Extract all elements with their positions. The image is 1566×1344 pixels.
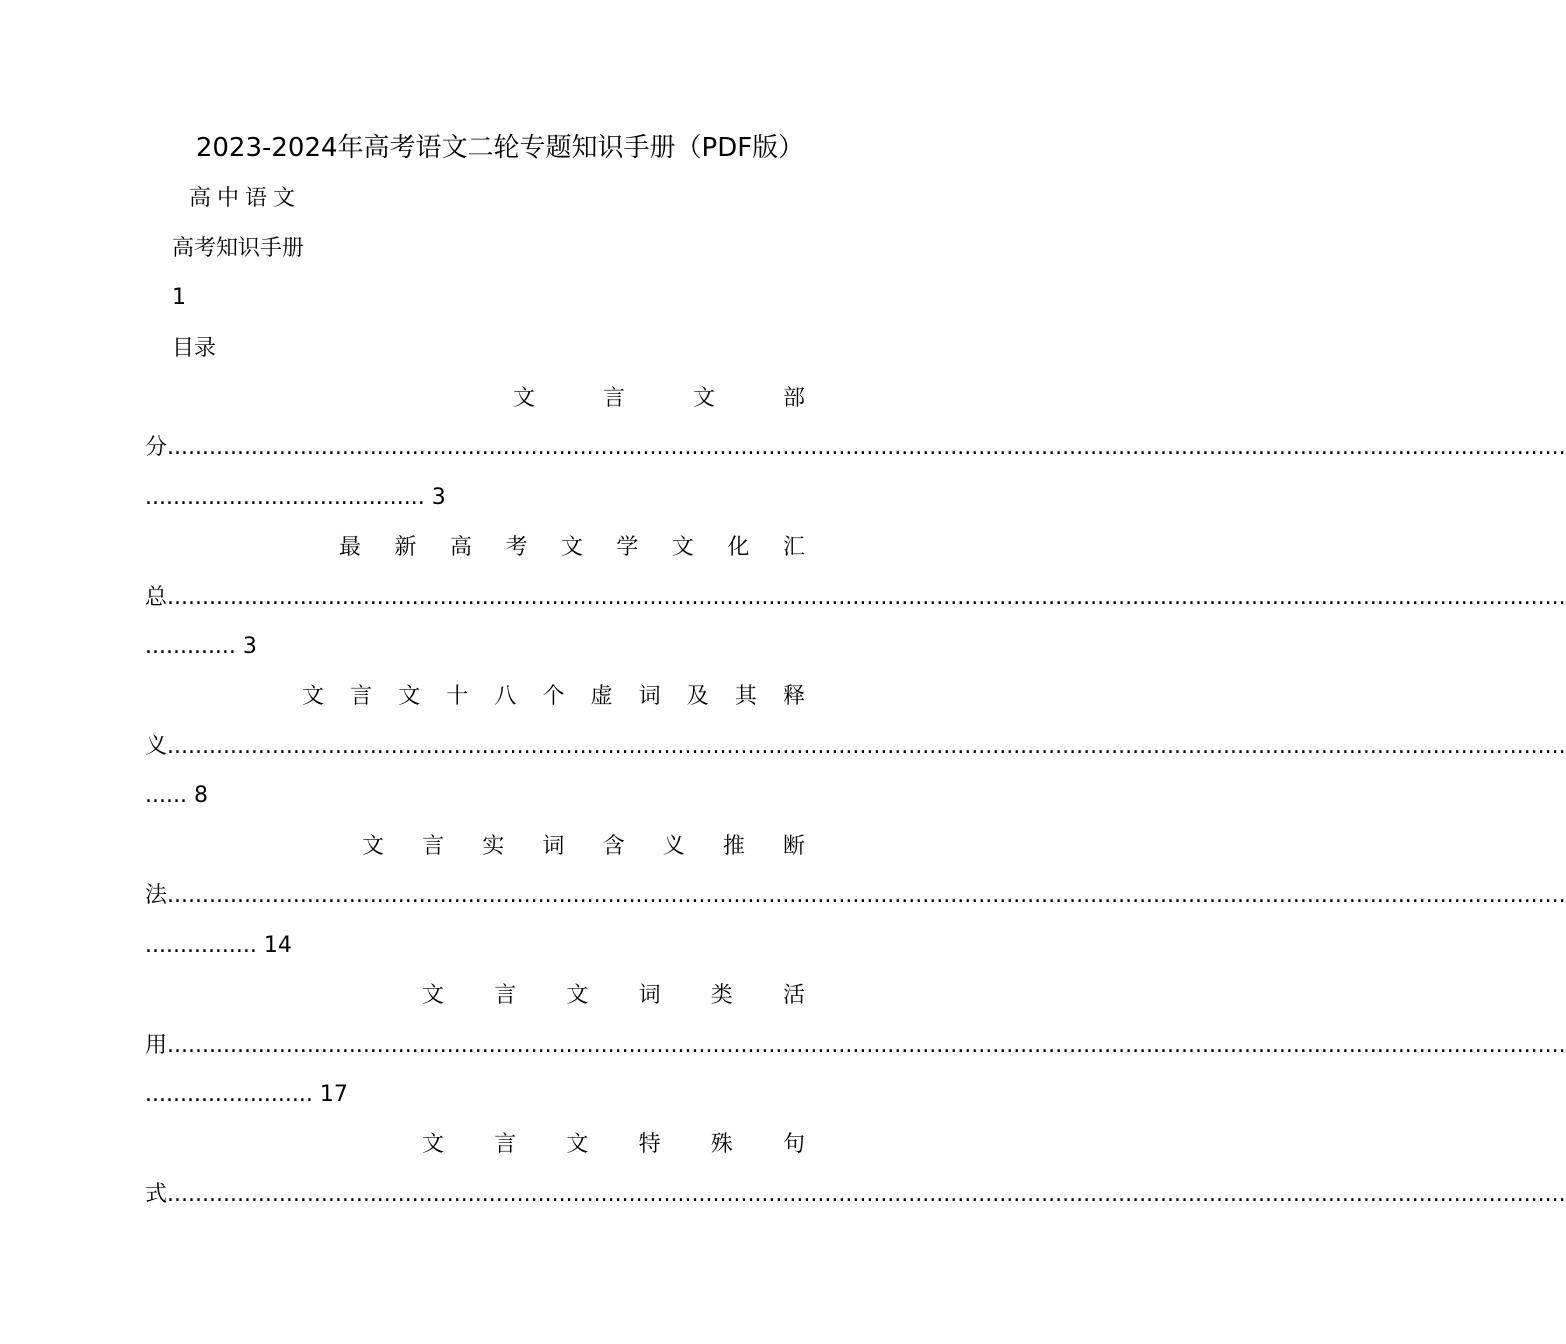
toc-leader-start: 总: [145, 585, 168, 610]
subject-label: 高中语文: [189, 186, 302, 211]
toc-entry-heading[interactable]: [422, 1130, 805, 1160]
toc-heading-char: 文: [692, 386, 715, 411]
toc-entry-leader: [145, 583, 1566, 613]
toc-heading-char: 其: [734, 684, 757, 709]
toc-heading-char: 言: [350, 684, 373, 709]
page-number: 1: [172, 285, 186, 310]
toc-heading-char: 文: [513, 386, 536, 411]
toc-heading-char: 言: [422, 834, 445, 859]
toc-leader-start: 分: [145, 435, 168, 460]
toc-page-number: 3: [242, 634, 257, 659]
toc-heading-char: 文: [398, 684, 421, 709]
toc-entry-heading[interactable]: [513, 384, 805, 414]
toc-entry-heading[interactable]: [362, 832, 805, 862]
toc-heading-char: 词: [542, 834, 565, 859]
toc-heading-char: 个: [542, 684, 565, 709]
toc-heading-char: 学: [616, 535, 639, 560]
toc-heading-char: 推: [722, 834, 745, 859]
toc-entry-leader: [145, 732, 1566, 762]
toc-heading-char: 文: [566, 1132, 589, 1157]
toc-entry-page: [145, 483, 446, 513]
toc-heading-char: 文: [362, 834, 385, 859]
toc-heading-char: 十: [446, 684, 469, 709]
toc-heading-char: 文: [422, 983, 445, 1008]
toc-page-number: 17: [319, 1082, 348, 1107]
toc-heading-char: 及: [686, 684, 709, 709]
toc-heading-char: 汇: [782, 535, 805, 560]
toc-heading-char: 断: [782, 834, 805, 859]
toc-heading-char: 言: [602, 386, 625, 411]
toc-page-number: 3: [431, 485, 446, 510]
toc-leader-dots: ........................................................................................................................................................................................................: [167, 585, 1566, 610]
toc-leader-dots: ........................................................................................................................................................................................................: [167, 435, 1566, 460]
toc-heading-char: 类: [710, 983, 733, 1008]
toc-heading-char: 最: [339, 535, 362, 560]
toc-leader-start: 式: [145, 1182, 168, 1207]
toc-heading-char: 殊: [710, 1132, 733, 1157]
toc-heading-char: 言: [494, 983, 517, 1008]
toc-heading-char: 考: [505, 535, 528, 560]
toc-entry-heading[interactable]: [422, 981, 805, 1011]
toc-leader-dots: ........................................................................................................................................................................................................: [167, 1033, 1566, 1058]
toc-tail-dots: ........................: [145, 1082, 320, 1107]
toc-heading-char: 虚: [590, 684, 613, 709]
toc-entry-page: [145, 632, 257, 662]
toc-entry-heading[interactable]: [302, 682, 805, 712]
toc-entry-leader: [145, 881, 1566, 911]
toc-leader-start: 义: [145, 734, 168, 759]
toc-leader-start: 法: [145, 883, 168, 908]
toc-heading-char: 特: [638, 1132, 661, 1157]
toc-entry-page: [145, 781, 208, 811]
toc-heading-char: 文: [671, 535, 694, 560]
document-title: 2023-2024年高考语文二轮专题知识手册（PDF版）: [195, 133, 805, 163]
toc-heading-char: 句: [782, 1132, 805, 1157]
toc-heading-char: 词: [638, 684, 661, 709]
toc-heading-char: 释: [782, 684, 805, 709]
toc-heading-char: 活: [782, 983, 805, 1008]
toc-heading-char: 文: [560, 535, 583, 560]
toc-heading-char: 词: [638, 983, 661, 1008]
toc-heading-char: 言: [494, 1132, 517, 1157]
toc-heading-char: 化: [727, 535, 750, 560]
toc-heading-char: 高: [449, 535, 472, 560]
toc-heading-char: 含: [602, 834, 625, 859]
toc-entry-leader: [145, 1031, 1566, 1061]
toc-heading-char: 文: [302, 684, 325, 709]
handbook-label: 高考知识手册: [172, 236, 305, 261]
toc-tail-dots: ......: [145, 783, 194, 808]
toc-entry-page: [145, 931, 292, 961]
toc-title: 目录: [172, 336, 217, 361]
toc-leader-dots: ........................................................................................................................................................................................................: [167, 734, 1566, 759]
toc-tail-dots: ........................................: [145, 485, 432, 510]
toc-tail-dots: ................: [145, 933, 264, 958]
toc-leader-dots: ........................................................................................................................................................................................................: [167, 1182, 1566, 1207]
toc-heading-char: 新: [394, 535, 417, 560]
toc-leader-dots: ........................................................................................................................................................................................................: [167, 883, 1566, 908]
toc-entry-page: [145, 1080, 348, 1110]
toc-leader-start: 用: [145, 1033, 168, 1058]
toc-heading-char: 义: [662, 834, 685, 859]
toc-tail-dots: .............: [145, 634, 243, 659]
toc-page-number: 14: [263, 933, 292, 958]
toc-entry-leader: [145, 1180, 1566, 1210]
toc-heading-char: 实: [482, 834, 505, 859]
toc-entry-heading[interactable]: [339, 533, 805, 563]
toc-heading-char: 部: [782, 386, 805, 411]
toc-heading-char: 文: [422, 1132, 445, 1157]
toc-heading-char: 文: [566, 983, 589, 1008]
toc-entry-leader: [145, 433, 1566, 463]
toc-heading-char: 八: [494, 684, 517, 709]
toc-page-number: 8: [193, 783, 208, 808]
